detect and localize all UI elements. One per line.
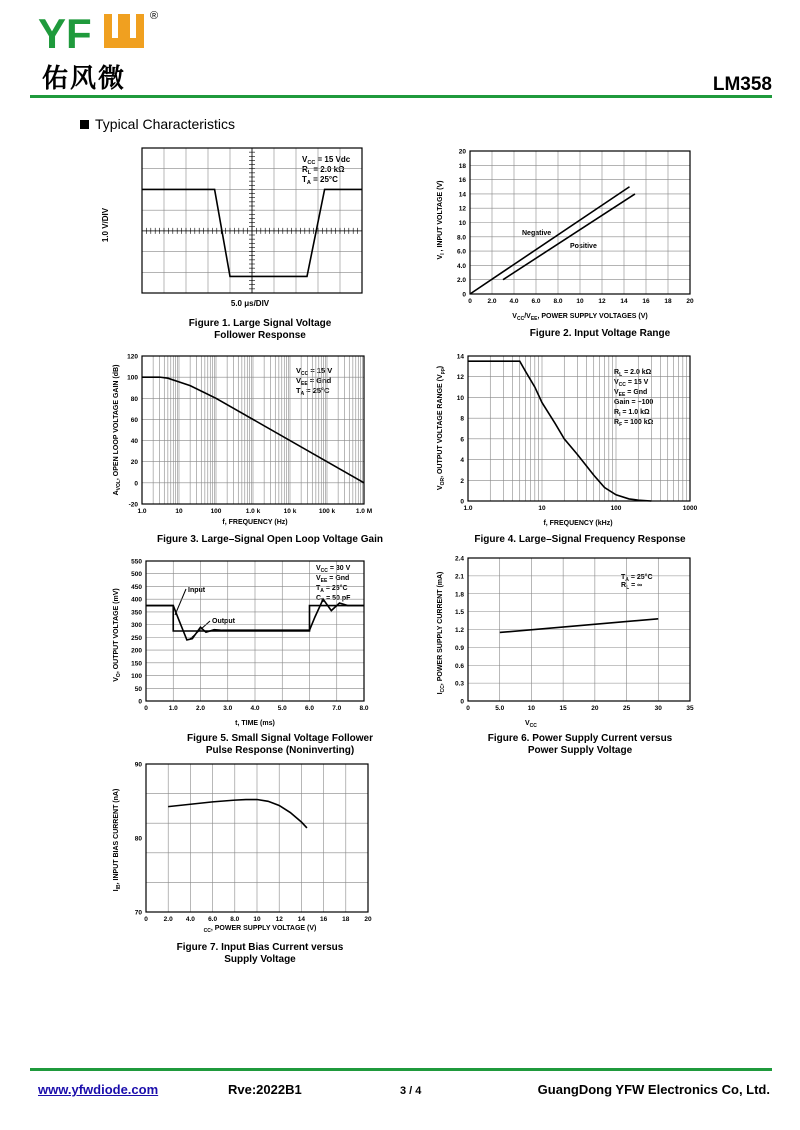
fig1-cond-3: $T_A = 25^\circ C$	[302, 175, 338, 186]
fig3-ylabel: $A_{VOL}$, OPEN LOOP VOLTAGE GAIN (dB)	[113, 364, 122, 496]
fig6-xtick-label: 20	[591, 705, 599, 712]
brand-logo	[38, 8, 148, 60]
fig2-caption: Figure 2. Input Voltage Range	[529, 328, 671, 339]
fig4-ytick-label: 12	[456, 374, 464, 382]
fig7-xtick-label: 10	[253, 916, 261, 923]
fig2-ytick-label: 6.0	[456, 248, 466, 256]
fig6-ytick-label: 0.6	[454, 662, 464, 670]
fig3-xtick-label: 1.0 k	[245, 508, 261, 515]
fig7-grid	[146, 764, 368, 912]
fig2-xtick-label: 16	[642, 298, 650, 305]
fig5-cond-3: $T_A = 25^\circ C$	[316, 585, 348, 594]
fig7-xtick-label: 20	[364, 916, 372, 923]
fig6-grid	[468, 558, 690, 701]
figure-1	[100, 140, 380, 360]
fig5-conditions	[316, 565, 351, 604]
fig5-cond-2: $V_{EE}$ = Gnd	[316, 575, 350, 584]
fig3-cond-1: $V_{CC} = 15$ V	[296, 366, 333, 377]
fig4-cond-6: $R_F = 100$ kΩ	[614, 419, 654, 428]
fig6-ytick-label: 0	[460, 698, 464, 706]
fig3-ytick-label: -20	[128, 501, 138, 509]
fig5-xtick-label: 7.0	[332, 705, 342, 712]
fig5-ytick-label: 250	[131, 634, 142, 642]
fig3-cond-3: $T_A = 25^\circ C$	[296, 386, 330, 397]
revision: Rve:2022B1	[228, 1082, 302, 1097]
header-divider	[30, 95, 772, 98]
fig7-caption: Figure 7. Input Bias Current versus Supply Voltage	[176, 942, 344, 965]
figure-2-chart	[420, 140, 720, 350]
fig2-xtick-label: 8.0	[553, 298, 563, 305]
fig7-xlabel: $_{CC}$, POWER SUPPLY VOLTAGE (V)	[203, 925, 317, 934]
figure-6-chart	[420, 555, 720, 760]
fig2-xtick-label: 12	[598, 298, 606, 305]
fig3-xtick-label: 100	[210, 508, 222, 515]
figure-5	[100, 555, 400, 760]
page-number: 3 / 4	[400, 1085, 422, 1097]
fig1-ylabel: 1.0 V/DIV	[101, 207, 110, 243]
fig5-xtick-label: 8.0	[359, 705, 369, 712]
fig5-ytick-label: 0	[138, 698, 142, 706]
fig2-ytick-label: 18	[458, 162, 466, 170]
square-bullet-icon	[80, 120, 89, 129]
fig5-xtick-label: 3.0	[223, 705, 233, 712]
fig4-cond-1: $R_L = 2.0$ kΩ	[614, 369, 652, 378]
fig1-caption: Figure 1. Large Signal Voltage Follower Response	[188, 318, 332, 341]
fig2-ytick-label: 20	[458, 148, 466, 156]
fig7-xtick-label: 18	[342, 916, 350, 923]
fig2-label-positive: Positive	[570, 243, 597, 250]
fig5-cond-1: $V_{CC} = 30$ V	[316, 565, 351, 574]
fig5-ytick-label: 350	[131, 609, 142, 617]
fig6-ytick-label: 1.5	[454, 609, 464, 617]
fig7-xtick-label: 8.0	[230, 916, 240, 923]
fig6-xlabel: $V_{CC}$	[525, 720, 537, 729]
fig4-cond-2: $V_{CC} = 15$ V	[614, 379, 649, 388]
fig5-ytick-label: 400	[131, 596, 142, 604]
fig5-xtick-label: 0	[144, 705, 148, 712]
fig3-caption: Figure 3. Large–Signal Open Loop Voltage Gain	[157, 534, 383, 545]
fig3-ytick-label: 100	[127, 374, 138, 382]
fig5-xtick-label: 5.0	[277, 705, 287, 712]
fig7-xtick-label: 0	[144, 916, 148, 923]
fig4-conditions	[614, 369, 654, 428]
fig6-ylabel: $I_{CC}$, POWER SUPPLY CURRENT (mA)	[437, 571, 446, 695]
fig4-xtick-label: 1.0	[463, 505, 473, 512]
fig6-ytick-label: 0.3	[454, 680, 464, 688]
fig6-xtick-label: 35	[686, 705, 694, 712]
fig2-ytick-label: 4.0	[456, 262, 466, 270]
fig7-xtick-label: 6.0	[208, 916, 218, 923]
fig7-xtick-label: 4.0	[185, 916, 195, 923]
fig2-ytick-label: 0	[462, 291, 466, 299]
fig4-ytick-label: 14	[456, 353, 464, 361]
registered-mark: ®	[150, 10, 159, 22]
figure-3	[100, 350, 400, 550]
fig3-ytick-label: 80	[130, 395, 138, 403]
fig2-ytick-label: 12	[458, 205, 466, 213]
fig3-ytick-label: 20	[130, 459, 138, 467]
part-number: LM358	[712, 74, 772, 95]
figure-6	[420, 555, 720, 760]
fig7-ytick-label: 80	[134, 835, 142, 843]
fig4-xtick-label: 100	[610, 505, 622, 512]
company-name: GuangDong YFW Electronics Co, Ltd.	[537, 1082, 770, 1097]
fig5-input-arrow	[175, 589, 186, 615]
figure-2	[420, 140, 720, 350]
fig7-ytick-label: 90	[134, 761, 142, 769]
fig6-xtick-label: 0	[466, 705, 470, 712]
fig6-ytick-label: 0.9	[454, 644, 464, 652]
fig1-cond-1: $V_{CC} = 15$ Vdc	[302, 155, 351, 166]
fig7-xtick-label: 12	[275, 916, 283, 923]
fig6-xtick-label: 30	[654, 705, 662, 712]
fig4-xtick-label: 1000	[682, 505, 698, 512]
fig2-xtick-label: 4.0	[509, 298, 519, 305]
fig5-ytick-label: 100	[131, 673, 142, 681]
brand-logo-chinese: 佑风微	[42, 64, 127, 94]
fig3-cond-2: $V_{EE}$ = Gnd	[296, 376, 332, 387]
fig3-ytick-label: 120	[127, 353, 138, 361]
fig7-series-line-0	[168, 800, 307, 828]
fig5-ytick-label: 50	[134, 685, 142, 693]
fig5-caption: Figure 5. Small Signal Voltage Follower Pulse Response (Noninverting)	[187, 733, 373, 756]
fig5-ytick-label: 450	[131, 583, 142, 591]
fig5-cond-4: $C_L = 50$ pF	[316, 595, 351, 604]
figure-5-chart	[100, 555, 400, 760]
fig4-ytick-label: 2	[460, 477, 464, 485]
fig2-ytick-label: 8.0	[456, 234, 466, 242]
section-title-text: Typical Characteristics	[95, 116, 236, 132]
fig1-xlabel: 5.0 μs/DIV	[230, 299, 270, 308]
fig3-xtick-label: 1.0	[137, 508, 147, 515]
fig1-cond-2: $R_L = 2.0$ kΩ	[302, 165, 345, 176]
fig4-cond-5: $R_I = 1.0$ kΩ	[614, 409, 650, 418]
fig5-ytick-label: 200	[131, 647, 142, 655]
fig4-ytick-label: 6	[460, 436, 464, 444]
fig3-ytick-label: 0	[134, 480, 138, 488]
figure-4	[420, 350, 720, 550]
fig6-cond-1: $T_A = 25^\circ C$	[621, 574, 653, 583]
fig6-ytick-label: 2.1	[454, 573, 464, 581]
fig5-xtick-label: 6.0	[304, 705, 315, 712]
fig6-ytick-label: 1.8	[454, 591, 464, 599]
figure-7	[100, 760, 400, 975]
fig5-xtick-label: 1.0	[168, 705, 178, 712]
fig4-cond-4: Gain = −100	[614, 399, 654, 406]
fig6-ytick-label: 2.4	[454, 555, 464, 563]
fig6-cond-2: $R_L$ = ∞	[621, 582, 643, 591]
fig7-ytick-label: 70	[134, 909, 142, 917]
section-title	[80, 116, 235, 132]
fig5-xtick-label: 4.0	[250, 705, 260, 712]
fig6-series-line-0	[500, 619, 659, 633]
fig5-output-arrow	[190, 621, 210, 639]
fig5-ytick-label: 550	[131, 558, 142, 566]
fig4-ytick-label: 8	[460, 415, 464, 423]
fig2-xtick-label: 18	[664, 298, 672, 305]
fig4-cond-3: $V_{EE}$ = Gnd	[614, 389, 648, 398]
fig5-xlabel: t, TIME (ms)	[235, 720, 275, 727]
footer-divider	[30, 1068, 772, 1071]
fig6-xtick-label: 5.0	[495, 705, 505, 712]
fig4-grid	[468, 356, 690, 501]
fig4-xlabel: f, FREQUENCY (kHz)	[543, 520, 613, 527]
fig4-frame	[468, 356, 690, 501]
figure-3-chart	[100, 350, 400, 550]
fig2-ytick-label: 10	[458, 220, 466, 227]
fig2-xtick-label: 0	[468, 298, 472, 305]
fig7-xtick-label: 16	[319, 916, 328, 923]
fig3-xtick-label: 1.0 M	[355, 508, 373, 515]
fig3-ytick-label: 40	[130, 438, 138, 446]
fig3-xtick-label: 10 k	[283, 508, 297, 515]
fig2-xtick-label: 6.0	[531, 298, 541, 305]
fig5-ytick-label: 300	[131, 622, 142, 630]
fig1-conditions	[302, 155, 351, 186]
fig2-xtick-label: 14	[620, 298, 628, 305]
fig3-xlabel: f, FREQUENCY (Hz)	[222, 519, 288, 526]
fig6-ytick-label: 1.2	[454, 627, 464, 634]
fig4-ytick-label: 10	[456, 394, 464, 402]
fig2-xtick-label: 10	[576, 298, 584, 305]
website-link[interactable]: www.yfwdiode.com	[38, 1082, 159, 1097]
fig3-ytick-label: 60	[130, 416, 138, 424]
fig6-xtick-label: 25	[622, 705, 631, 712]
fig2-ytick-label: 2.0	[456, 277, 466, 285]
fig7-ylabel: $I_{IB}$, INPUT BIAS CURRENT (nA)	[113, 788, 122, 892]
fig2-series-line-0	[470, 187, 630, 294]
fig5-label-input: Input	[188, 587, 206, 594]
fig5-ytick-label: 150	[131, 660, 142, 668]
fig2-xtick-label: 20	[686, 298, 694, 305]
fig3-xtick-label: 100 k	[318, 508, 336, 515]
fig4-ytick-label: 0	[460, 498, 464, 506]
fig2-ytick-label: 16	[458, 177, 466, 185]
figure-4-chart	[420, 350, 720, 550]
fig4-caption: Figure 4. Large–Signal Frequency Response	[474, 534, 686, 545]
fig4-ylabel: $V_{OR}$, OUTPUT VOLTAGE RANGE $(V_{pp})$	[437, 365, 446, 491]
fig2-xtick-label: 2.0	[487, 298, 497, 305]
fig6-caption: Figure 6. Power Supply Current versus Power Supply Voltage	[487, 733, 673, 756]
fig7-xtick-label: 14	[297, 916, 306, 923]
fig7-xtick-label: 2.0	[163, 916, 173, 923]
fig2-ylabel: $V_I$ , INPUT VOLTAGE (V)	[437, 180, 446, 260]
svg-text:YF: YF	[38, 10, 92, 57]
fig5-label-output: Output	[212, 618, 235, 625]
fig2-xlabel: $V_{CC}/V_{EE}$, POWER SUPPLY VOLTAGES (V)	[512, 313, 648, 322]
fig5-ytick-label: 500	[131, 571, 142, 579]
fig6-xtick-label: 15	[559, 705, 567, 712]
fig3-xtick-label: 10	[175, 508, 183, 515]
fig2-ytick-label: 14	[458, 191, 466, 199]
fig6-xtick-label: 10	[527, 705, 536, 712]
fig4-xtick-label: 10	[538, 505, 546, 512]
fig2-label-negative: Negative	[522, 230, 552, 237]
fig5-ylabel: $V_O$, OUTPUT VOLTAGE (mV)	[113, 588, 122, 682]
fig4-ytick-label: 4	[460, 457, 464, 465]
fig5-xtick-label: 2.0	[195, 705, 206, 712]
